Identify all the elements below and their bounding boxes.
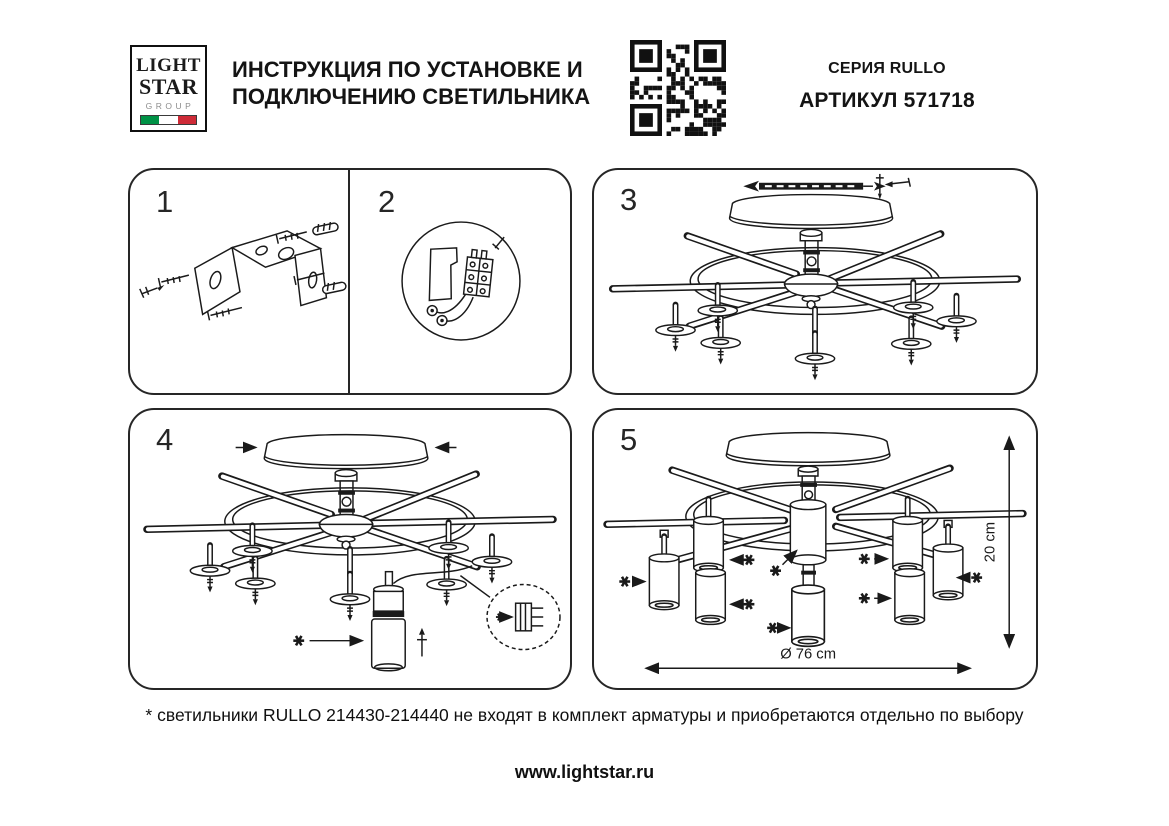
mounting-bracket-drawing <box>140 222 347 320</box>
step1-step2-drawing <box>130 170 570 393</box>
stem <box>800 229 822 276</box>
lamp-shade <box>372 619 406 671</box>
central-lamp-body <box>790 500 825 587</box>
logo-star: STAR <box>138 74 199 99</box>
hub <box>319 514 372 549</box>
wiring-detail-drawing <box>402 222 520 340</box>
article-label: АРТИКУЛ 571718 <box>799 89 975 112</box>
panel-steps-1-2 <box>128 168 572 395</box>
website-url: www.lightstar.ru <box>514 762 655 782</box>
step-number-3: 3 <box>620 182 638 217</box>
title-line-2: ПОДКЛЮЧЕНИЮ СВЕТИЛЬНИКА <box>232 84 591 109</box>
title-line-1: ИНСТРУКЦИЯ ПО УСТАНОВКЕ И <box>232 57 583 82</box>
lamp-socket <box>373 566 490 617</box>
asterisk-marker <box>293 636 362 645</box>
panel-step-4 <box>128 408 572 690</box>
frame-assembly-drawing <box>594 170 1036 393</box>
logo-light: LIGHT <box>136 55 201 76</box>
screw-icon <box>140 285 165 298</box>
screw-icon <box>417 628 427 657</box>
italian-flag-icon <box>140 115 197 125</box>
height-dimension <box>982 438 1009 647</box>
canopy <box>726 433 890 466</box>
diameter-label: Ø 76 cm <box>780 646 836 663</box>
panel-step-5 <box>592 408 1038 690</box>
step-number-4: 4 <box>156 422 174 457</box>
qr-code-icon <box>630 40 726 136</box>
connector-detail <box>487 584 560 649</box>
hub <box>785 274 838 308</box>
page-title <box>232 56 590 110</box>
footnote: * светильники RULLO 214430-214440 не входят в комплект арматуры и приобретаются отдельно по выбору <box>145 705 1024 725</box>
stem <box>335 470 357 517</box>
canopy <box>236 435 457 469</box>
step-number-1: 1 <box>156 184 174 219</box>
logo-group: GROUP <box>145 101 195 111</box>
lamp-mounting-drawing <box>130 410 570 688</box>
final-assembly-drawing <box>594 410 1036 688</box>
product-info <box>778 60 996 113</box>
canopy <box>730 195 893 229</box>
step-number-5: 5 <box>620 422 638 457</box>
diameter-dimension <box>646 646 969 668</box>
panel-step-3 <box>592 168 1038 395</box>
series-label: СЕРИЯ RULLO <box>828 60 946 77</box>
lightstar-logo <box>130 45 207 132</box>
height-label: 20 cm <box>982 521 999 563</box>
step-number-2: 2 <box>378 184 396 219</box>
